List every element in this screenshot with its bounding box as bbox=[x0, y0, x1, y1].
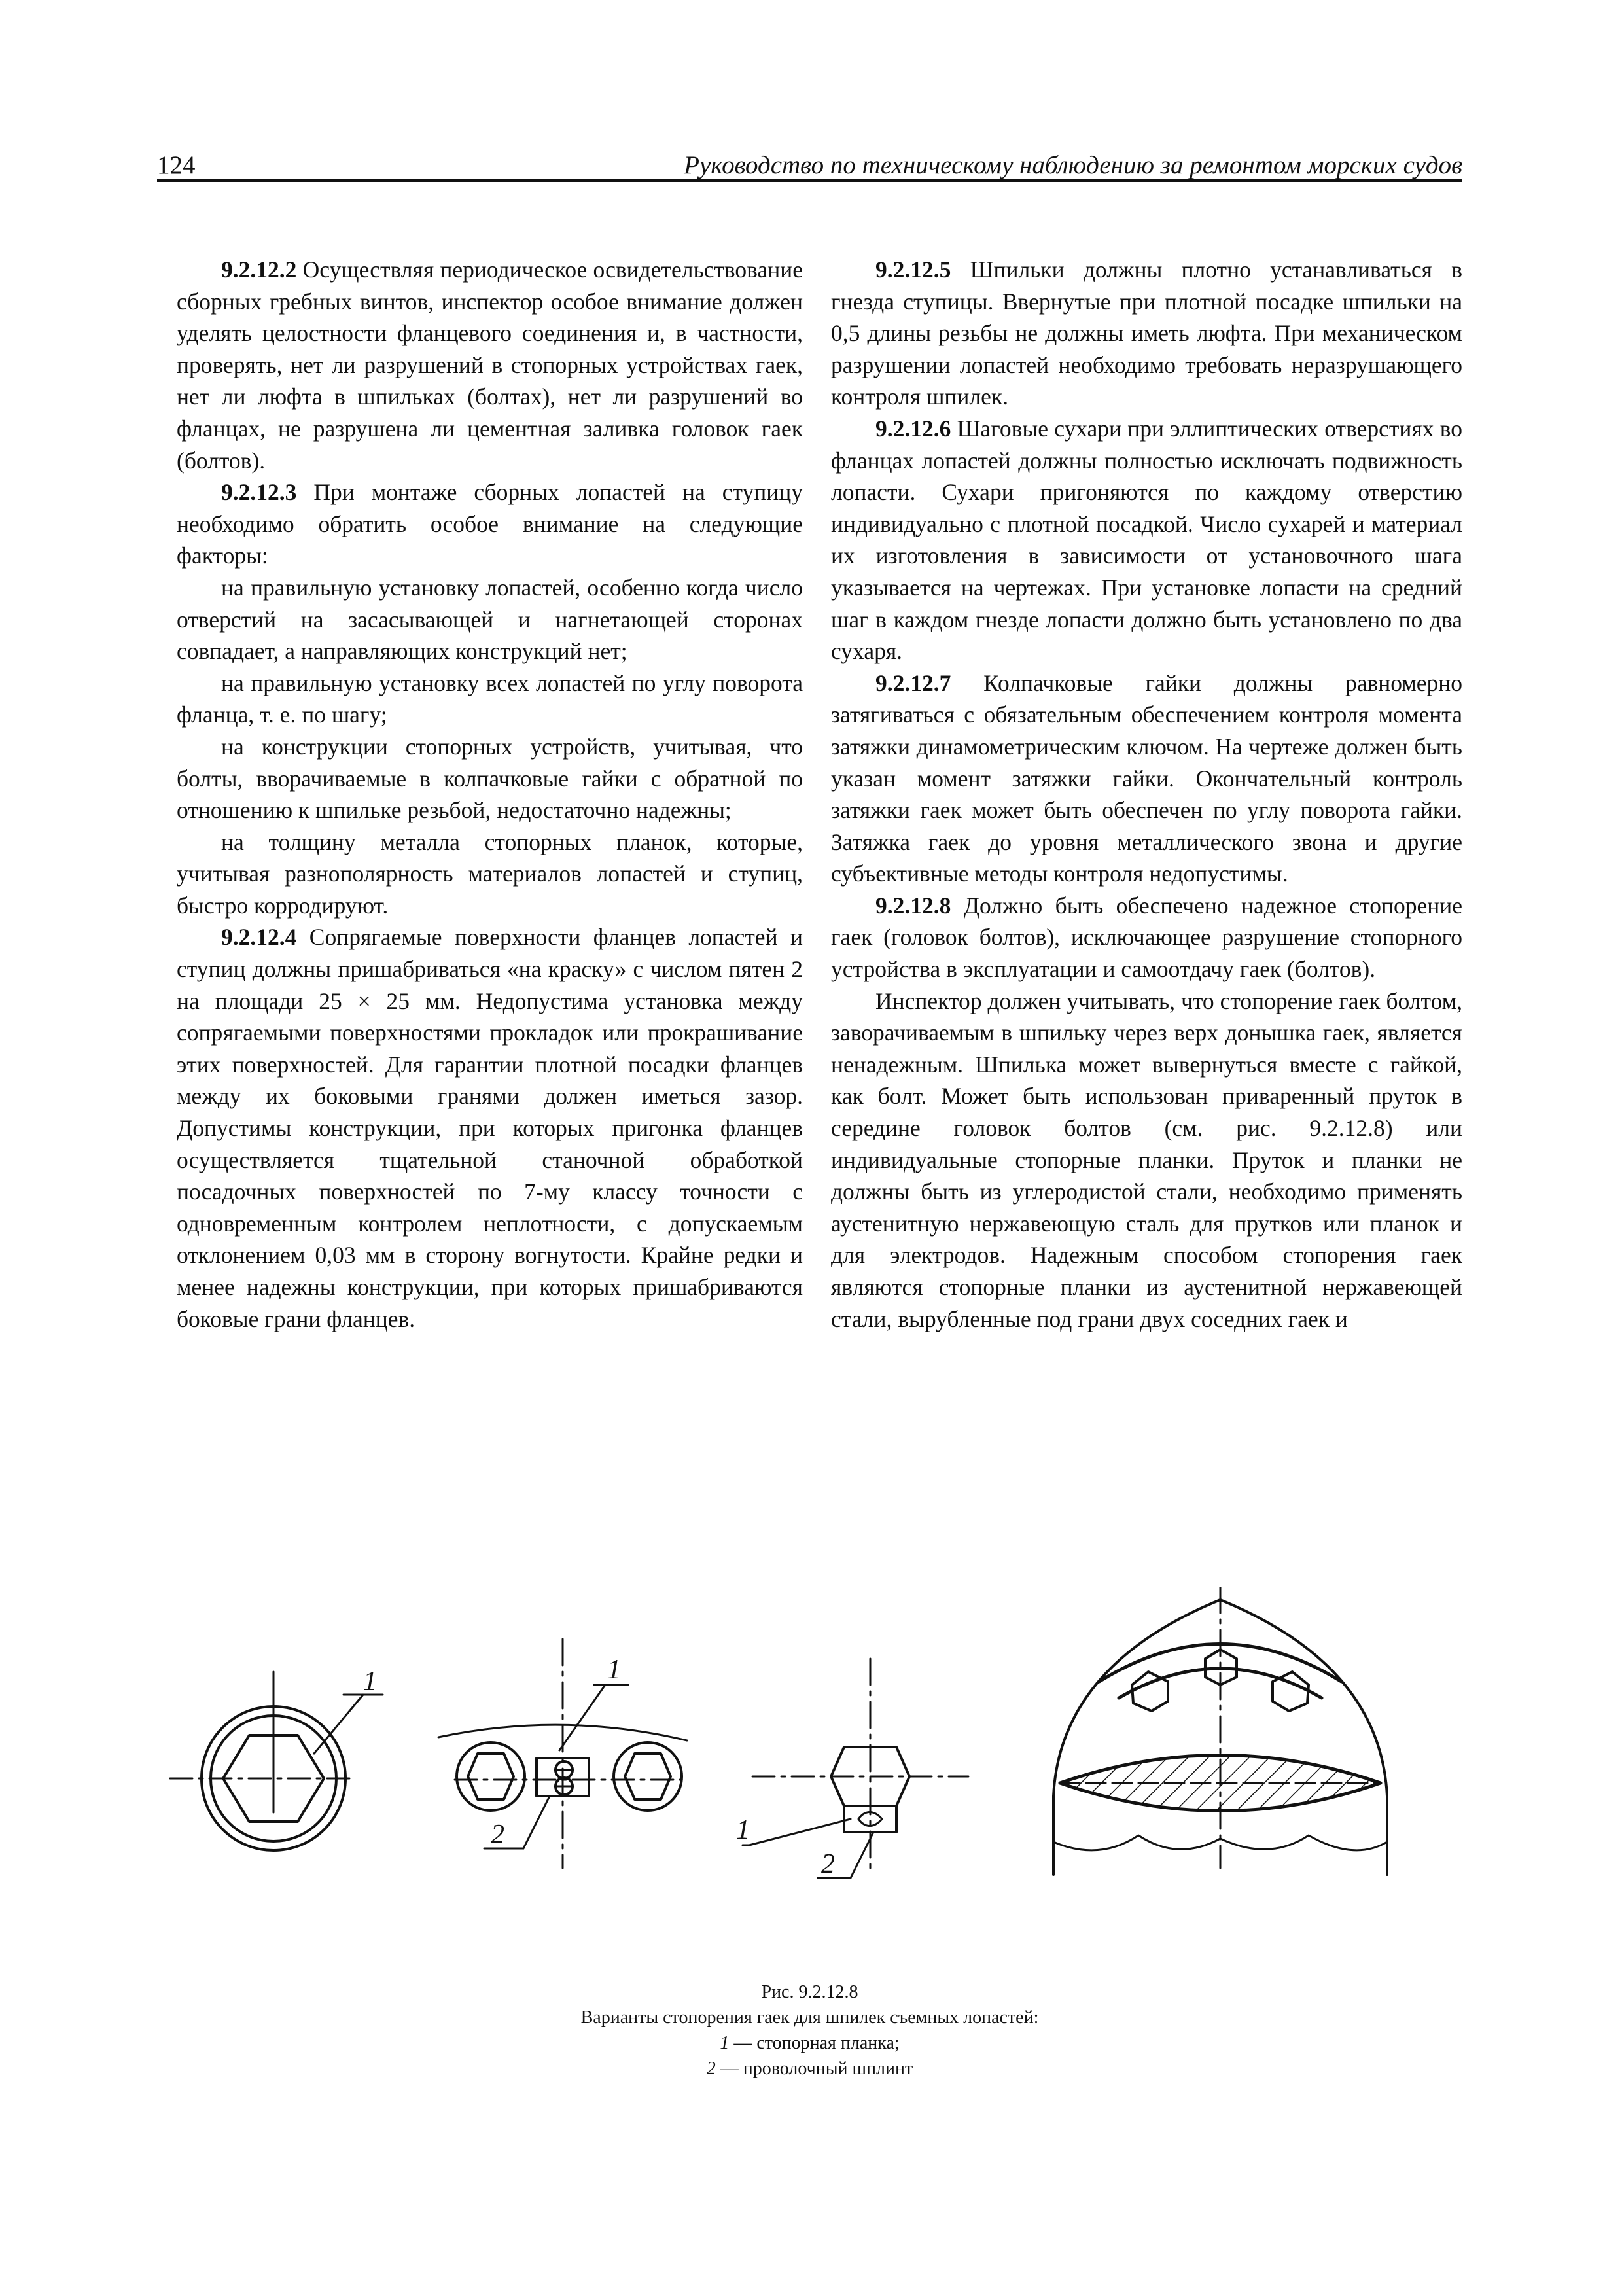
variant-2-drawing bbox=[438, 1639, 687, 1868]
paragraph: Инспектор должен учитывать, что стопорение гаек болтом, заворачиваемым в шпильку через верх донышка гаек, является ненадежным. Шпилька может вывернуться вместе с гайкой, как болт. Может быть использован приваренный пруток в середине головок болтов (см. рис. 9.2.12.8) или индивидуальные стопорные планки. Пруток и планки не должны быть из углеродистой стали, необходимо применять аустенитную нержавеющую сталь для прутков или планок и для электродов. Надежным способом стопорения гаек являются стопорные планки из аустенитной нержавеющей стали, вырубленные под грани двух соседних гаек и bbox=[831, 987, 1462, 1332]
figure-drawing bbox=[157, 1587, 1462, 1992]
page-number: 124 bbox=[157, 151, 196, 179]
list-item: на конструкции стопорных устройств, учитывая, что болты, вворачиваемые в колпачковые гайки с обратной по отношению к шпильке резьбой, недостаточно надежны; bbox=[177, 733, 803, 824]
legend-text: — стопорная планка; bbox=[729, 2033, 900, 2053]
legend-number: 1 bbox=[720, 2033, 730, 2053]
paragraph bbox=[177, 921, 803, 1335]
list-item: на правильную установку лопастей, особенно когда число отверстий на засасывающей и нагнетающей сторонах совпадает, а направляющих конструкций нет; bbox=[177, 574, 803, 665]
left-column bbox=[177, 254, 803, 1335]
paragraph bbox=[177, 476, 803, 572]
paragraph-text: Осуществляя периодическое освидетельствование сборных гребных винтов, инспектор особое внимание должен уделять целостности фланцевого соединения и, в частности, проверять, нет ли разрушений в стопорных устройствах гаек, нет ли люфта в шпильках (болтах), нет ли разрушений во фланцах, не разрушена ли цементная заливка головок гаек (болтов). bbox=[177, 256, 803, 474]
header-rule bbox=[157, 179, 1462, 182]
paragraph bbox=[831, 667, 1462, 890]
paragraph-text: Сопрягаемые поверхности фланцев лопастей и ступиц должны пришабриваться «на краску» с числом пятен 2 на площади 25 × 25 мм. Недопустима установка между сопрягаемыми поверхностями прокладок или прокрашивание этих поверхностей. Для гарантии плотной посадки фланцев между их боковыми гранями должен иметься зазор. Допустимы конструкции, при которых пригонка фланцев осуществляется тщательной станочной обработкой посадочных поверхностей по 7-му классу точности с одновременным контролем неплотности, с допускаемым отклонением 0,03 мм в сторону вогнутости. Крайне редки и менее надежны конструкции, при которых пришабриваются боковые грани фланцев. bbox=[177, 924, 803, 1332]
label-1: 1 bbox=[607, 1655, 621, 1685]
caption-description: Варианты стопорения гаек для шпилек съемных лопастей: bbox=[580, 2007, 1039, 2028]
paragraph-text: Шаговые сухари при эллиптических отверстиях во фланцах лопастей должны полностью исключать подвижность лопасти. Сухари пригоняются по каждому отверстию индивидуально с плотной посадкой. Число сухарей и материал их изготовления в зависимости от установочного шага указывается на чертежах. При установке лопасти на средний шаг в каждом гнезде лопасти должно быть установлено по два сухаря. bbox=[831, 415, 1462, 665]
legend-text: — проволочный шплинт bbox=[715, 2058, 913, 2079]
section-number: 9.2.12.6 bbox=[875, 415, 951, 442]
variant-3-drawing bbox=[743, 1659, 968, 1878]
paragraph-text: Шпильки должны плотно устанавливаться в гнезда ступицы. Ввернутые при плотной посадке шпильки на 0,5 длины резьбы не должны иметь люфта. При механическом разрушении лопастей необходимо требовать неразрушающего контроля шпилек. bbox=[831, 256, 1462, 410]
caption-legend-item bbox=[157, 2030, 1462, 2056]
section-number: 9.2.12.5 bbox=[875, 256, 951, 283]
variant-1-drawing bbox=[170, 1672, 383, 1850]
figure-caption bbox=[157, 1979, 1462, 2081]
paragraph-text: При монтаже сборных лопастей на ступицу необходимо обратить особое внимание на следующие факторы: bbox=[177, 479, 803, 569]
list-item: на правильную установку всех лопастей по углу поворота фланца, т. е. по шагу; bbox=[177, 669, 803, 728]
variant-4-drawing bbox=[1053, 1587, 1387, 1875]
paragraph bbox=[831, 890, 1462, 985]
label-2: 2 bbox=[491, 1820, 504, 1850]
label-2: 2 bbox=[821, 1849, 835, 1879]
section-number: 9.2.12.8 bbox=[875, 892, 951, 919]
label-1: 1 bbox=[363, 1667, 377, 1697]
legend-number: 2 bbox=[706, 2058, 716, 2079]
paragraph-text: Колпачковые гайки должны равномерно затягиваться с обязательным обеспечением контроля момента затяжки динамометрическим ключом. На чертеже должен быть указан момент затяжки гайки. Окончательный контроль затяжки гаек может быть обеспечен по углу поворота гайки. Затяжка гаек до уровня металлического звона и другие субъективные методы контроля недопустимы. bbox=[831, 669, 1462, 887]
label-1: 1 bbox=[736, 1815, 750, 1845]
figure-locking-variants bbox=[157, 1587, 1462, 1992]
section-number: 9.2.12.2 bbox=[221, 256, 297, 283]
list-item: на толщину металла стопорных планок, которые, учитывая разнополярность материалов лопастей и ступиц, быстро корродируют. bbox=[177, 828, 803, 919]
section-number: 9.2.12.4 bbox=[221, 924, 297, 951]
paragraph bbox=[831, 254, 1462, 413]
section-number: 9.2.12.7 bbox=[875, 669, 951, 696]
paragraph bbox=[831, 413, 1462, 667]
caption-legend-item bbox=[157, 2056, 1462, 2081]
caption-title: Рис. 9.2.12.8 bbox=[761, 1982, 858, 2002]
paragraph bbox=[177, 254, 803, 476]
running-title: Руководство по техническому наблюдению за ремонтом морских судов bbox=[684, 151, 1462, 179]
right-column bbox=[831, 254, 1462, 1335]
paragraph-text: Должно быть обеспечено надежное стопорение гаек (головок болтов), исключающее разрушение стопорного устройства в эксплуатации и самоотдачу гаек (болтов). bbox=[831, 892, 1462, 983]
section-number: 9.2.12.3 bbox=[221, 479, 297, 506]
